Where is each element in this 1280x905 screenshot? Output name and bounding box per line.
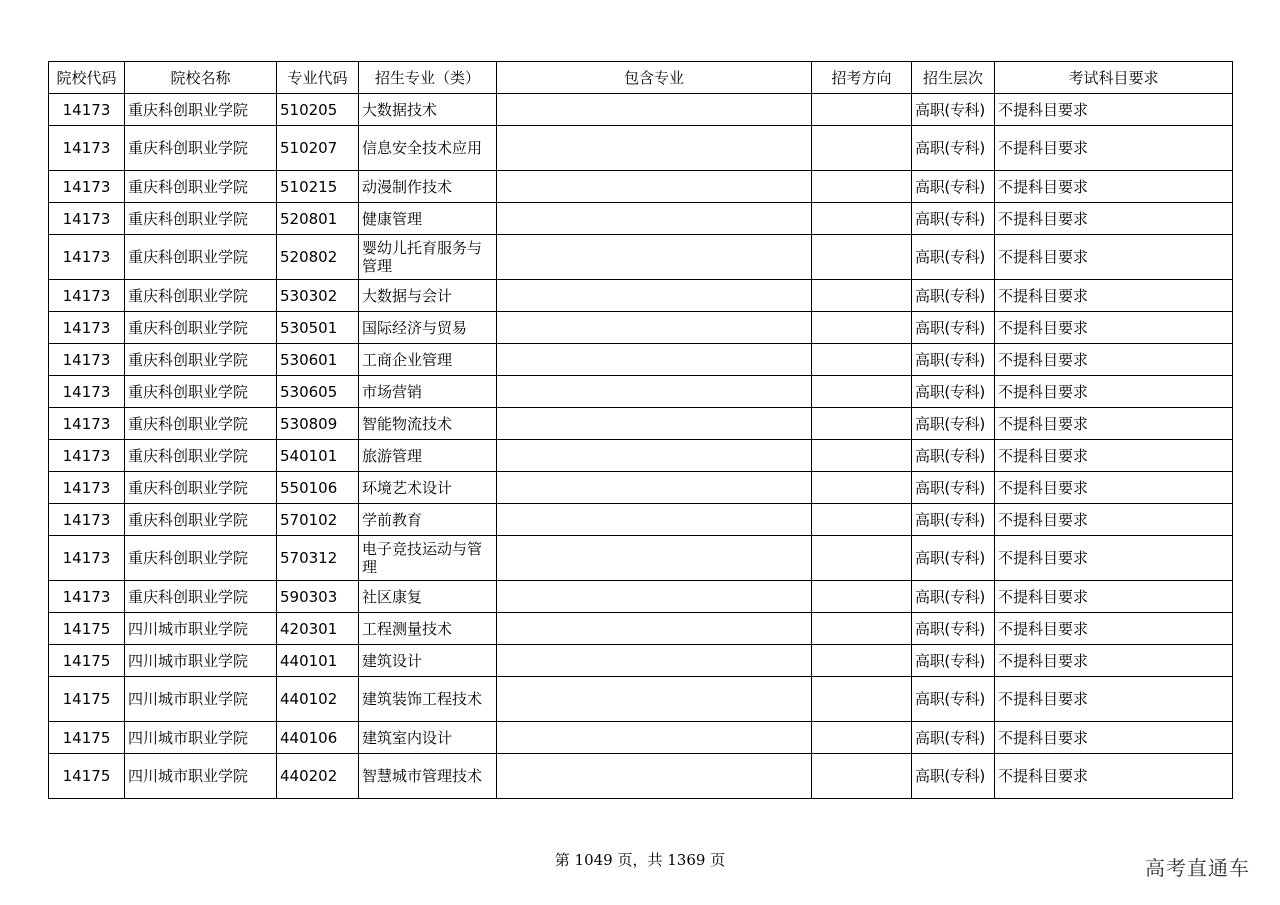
cell-school-name: 重庆科创职业学院 bbox=[125, 376, 277, 408]
cell-major-code: 590303 bbox=[277, 581, 359, 613]
cell-school-code: 14175 bbox=[49, 613, 125, 645]
table-row bbox=[49, 754, 1233, 799]
table-row bbox=[49, 613, 1233, 645]
cell-major: 智慧城市管理技术 bbox=[359, 754, 497, 799]
cell-school-name: 重庆科创职业学院 bbox=[125, 504, 277, 536]
cell-included-majors bbox=[497, 408, 812, 440]
table-row bbox=[49, 472, 1233, 504]
cell-direction bbox=[812, 536, 912, 581]
cell-direction bbox=[812, 472, 912, 504]
table-row bbox=[49, 312, 1233, 344]
cell-included-majors bbox=[497, 376, 812, 408]
cell-school-code: 14173 bbox=[49, 581, 125, 613]
cell-direction bbox=[812, 171, 912, 203]
watermark-text: 高考直通车 bbox=[1145, 856, 1250, 880]
cell-major: 建筑装饰工程技术 bbox=[359, 677, 497, 722]
cell-major: 学前教育 bbox=[359, 504, 497, 536]
cell-major-code: 530605 bbox=[277, 376, 359, 408]
cell-direction bbox=[812, 376, 912, 408]
table-row bbox=[49, 94, 1233, 126]
cell-level: 高职(专科) bbox=[912, 280, 995, 312]
cell-major-code: 570102 bbox=[277, 504, 359, 536]
cell-level: 高职(专科) bbox=[912, 536, 995, 581]
cell-subject-requirement: 不提科目要求 bbox=[995, 754, 1233, 799]
cell-school-name: 重庆科创职业学院 bbox=[125, 344, 277, 376]
cell-major-code: 420301 bbox=[277, 613, 359, 645]
cell-school-name: 四川城市职业学院 bbox=[125, 677, 277, 722]
cell-direction bbox=[812, 203, 912, 235]
cell-major: 健康管理 bbox=[359, 203, 497, 235]
cell-major: 信息安全技术应用 bbox=[359, 126, 497, 171]
header-included-majors: 包含专业 bbox=[497, 62, 812, 94]
cell-major: 工商企业管理 bbox=[359, 344, 497, 376]
cell-subject-requirement: 不提科目要求 bbox=[995, 645, 1233, 677]
cell-included-majors bbox=[497, 171, 812, 203]
cell-subject-requirement: 不提科目要求 bbox=[995, 312, 1233, 344]
cell-school-code: 14173 bbox=[49, 312, 125, 344]
cell-subject-requirement: 不提科目要求 bbox=[995, 440, 1233, 472]
cell-school-name: 重庆科创职业学院 bbox=[125, 235, 277, 280]
cell-included-majors bbox=[497, 344, 812, 376]
cell-direction bbox=[812, 126, 912, 171]
cell-included-majors bbox=[497, 126, 812, 171]
cell-major: 建筑设计 bbox=[359, 645, 497, 677]
cell-school-code: 14173 bbox=[49, 440, 125, 472]
cell-included-majors bbox=[497, 203, 812, 235]
cell-direction bbox=[812, 754, 912, 799]
cell-subject-requirement: 不提科目要求 bbox=[995, 504, 1233, 536]
cell-major-code: 530809 bbox=[277, 408, 359, 440]
cell-subject-requirement: 不提科目要求 bbox=[995, 94, 1233, 126]
cell-level: 高职(专科) bbox=[912, 440, 995, 472]
header-subject-requirement: 考试科目要求 bbox=[995, 62, 1233, 94]
cell-subject-requirement: 不提科目要求 bbox=[995, 203, 1233, 235]
cell-school-name: 重庆科创职业学院 bbox=[125, 280, 277, 312]
header-school-name: 院校名称 bbox=[125, 62, 277, 94]
cell-school-code: 14175 bbox=[49, 754, 125, 799]
cell-level: 高职(专科) bbox=[912, 171, 995, 203]
table-row bbox=[49, 408, 1233, 440]
cell-major: 社区康复 bbox=[359, 581, 497, 613]
cell-direction bbox=[812, 440, 912, 472]
cell-school-code: 14173 bbox=[49, 408, 125, 440]
cell-level: 高职(专科) bbox=[912, 376, 995, 408]
cell-major: 大数据与会计 bbox=[359, 280, 497, 312]
cell-school-code: 14173 bbox=[49, 472, 125, 504]
header-direction: 招考方向 bbox=[812, 62, 912, 94]
cell-major: 建筑室内设计 bbox=[359, 722, 497, 754]
cell-school-name: 重庆科创职业学院 bbox=[125, 581, 277, 613]
table-row bbox=[49, 126, 1233, 171]
cell-major: 电子竞技运动与管理 bbox=[359, 536, 497, 581]
cell-major-code: 530601 bbox=[277, 344, 359, 376]
cell-subject-requirement: 不提科目要求 bbox=[995, 376, 1233, 408]
cell-school-code: 14173 bbox=[49, 536, 125, 581]
cell-level: 高职(专科) bbox=[912, 645, 995, 677]
cell-school-name: 重庆科创职业学院 bbox=[125, 203, 277, 235]
cell-level: 高职(专科) bbox=[912, 722, 995, 754]
cell-direction bbox=[812, 280, 912, 312]
cell-major-code: 440106 bbox=[277, 722, 359, 754]
cell-included-majors bbox=[497, 722, 812, 754]
cell-included-majors bbox=[497, 312, 812, 344]
table-row bbox=[49, 235, 1233, 280]
cell-subject-requirement: 不提科目要求 bbox=[995, 581, 1233, 613]
cell-direction bbox=[812, 235, 912, 280]
cell-included-majors bbox=[497, 645, 812, 677]
cell-school-name: 重庆科创职业学院 bbox=[125, 472, 277, 504]
cell-direction bbox=[812, 645, 912, 677]
table-row bbox=[49, 203, 1233, 235]
cell-included-majors bbox=[497, 613, 812, 645]
cell-school-code: 14173 bbox=[49, 126, 125, 171]
cell-direction bbox=[812, 581, 912, 613]
cell-school-code: 14173 bbox=[49, 235, 125, 280]
table-row bbox=[49, 344, 1233, 376]
cell-major: 市场营销 bbox=[359, 376, 497, 408]
table-row bbox=[49, 536, 1233, 581]
cell-direction bbox=[812, 344, 912, 376]
cell-school-name: 重庆科创职业学院 bbox=[125, 440, 277, 472]
cell-major-code: 510215 bbox=[277, 171, 359, 203]
cell-direction bbox=[812, 94, 912, 126]
cell-school-name: 四川城市职业学院 bbox=[125, 613, 277, 645]
cell-level: 高职(专科) bbox=[912, 126, 995, 171]
cell-major: 旅游管理 bbox=[359, 440, 497, 472]
cell-school-code: 14173 bbox=[49, 376, 125, 408]
cell-school-code: 14173 bbox=[49, 504, 125, 536]
cell-included-majors bbox=[497, 280, 812, 312]
cell-major-code: 510205 bbox=[277, 94, 359, 126]
cell-direction bbox=[812, 312, 912, 344]
cell-major: 国际经济与贸易 bbox=[359, 312, 497, 344]
cell-major-code: 440101 bbox=[277, 645, 359, 677]
cell-level: 高职(专科) bbox=[912, 408, 995, 440]
cell-subject-requirement: 不提科目要求 bbox=[995, 472, 1233, 504]
cell-subject-requirement: 不提科目要求 bbox=[995, 677, 1233, 722]
cell-level: 高职(专科) bbox=[912, 312, 995, 344]
cell-major-code: 510207 bbox=[277, 126, 359, 171]
cell-major: 环境艺术设计 bbox=[359, 472, 497, 504]
cell-major-code: 440202 bbox=[277, 754, 359, 799]
cell-subject-requirement: 不提科目要求 bbox=[995, 280, 1233, 312]
cell-school-name: 重庆科创职业学院 bbox=[125, 171, 277, 203]
cell-included-majors bbox=[497, 504, 812, 536]
cell-major-code: 570312 bbox=[277, 536, 359, 581]
table-row bbox=[49, 581, 1233, 613]
cell-subject-requirement: 不提科目要求 bbox=[995, 235, 1233, 280]
table-row bbox=[49, 280, 1233, 312]
cell-school-name: 四川城市职业学院 bbox=[125, 645, 277, 677]
cell-major-code: 520802 bbox=[277, 235, 359, 280]
table-row bbox=[49, 171, 1233, 203]
cell-level: 高职(专科) bbox=[912, 754, 995, 799]
cell-included-majors bbox=[497, 754, 812, 799]
table-row bbox=[49, 722, 1233, 754]
cell-school-name: 重庆科创职业学院 bbox=[125, 126, 277, 171]
cell-school-name: 四川城市职业学院 bbox=[125, 754, 277, 799]
cell-subject-requirement: 不提科目要求 bbox=[995, 722, 1233, 754]
cell-level: 高职(专科) bbox=[912, 613, 995, 645]
cell-school-name: 重庆科创职业学院 bbox=[125, 312, 277, 344]
cell-major-code: 550106 bbox=[277, 472, 359, 504]
table-row bbox=[49, 504, 1233, 536]
cell-included-majors bbox=[497, 677, 812, 722]
cell-included-majors bbox=[497, 536, 812, 581]
cell-school-code: 14173 bbox=[49, 171, 125, 203]
cell-major: 动漫制作技术 bbox=[359, 171, 497, 203]
cell-school-name: 重庆科创职业学院 bbox=[125, 94, 277, 126]
header-major: 招生专业（类） bbox=[359, 62, 497, 94]
table-row bbox=[49, 376, 1233, 408]
cell-school-code: 14173 bbox=[49, 94, 125, 126]
cell-school-code: 14173 bbox=[49, 203, 125, 235]
page-number-footer: 第 1049 页，共 1369 页 bbox=[554, 851, 726, 869]
cell-school-code: 14175 bbox=[49, 677, 125, 722]
cell-level: 高职(专科) bbox=[912, 581, 995, 613]
admissions-table bbox=[48, 61, 1233, 799]
header-school-code: 院校代码 bbox=[49, 62, 125, 94]
cell-direction bbox=[812, 677, 912, 722]
table-row bbox=[49, 645, 1233, 677]
cell-major: 婴幼儿托育服务与管理 bbox=[359, 235, 497, 280]
cell-subject-requirement: 不提科目要求 bbox=[995, 613, 1233, 645]
cell-major: 智能物流技术 bbox=[359, 408, 497, 440]
cell-level: 高职(专科) bbox=[912, 235, 995, 280]
cell-school-code: 14173 bbox=[49, 280, 125, 312]
cell-level: 高职(专科) bbox=[912, 203, 995, 235]
cell-school-code: 14175 bbox=[49, 722, 125, 754]
cell-level: 高职(专科) bbox=[912, 472, 995, 504]
cell-school-code: 14175 bbox=[49, 645, 125, 677]
cell-subject-requirement: 不提科目要求 bbox=[995, 171, 1233, 203]
table-row bbox=[49, 440, 1233, 472]
cell-level: 高职(专科) bbox=[912, 504, 995, 536]
cell-subject-requirement: 不提科目要求 bbox=[995, 344, 1233, 376]
cell-direction bbox=[812, 504, 912, 536]
cell-included-majors bbox=[497, 94, 812, 126]
cell-major-code: 530501 bbox=[277, 312, 359, 344]
cell-direction bbox=[812, 613, 912, 645]
cell-level: 高职(专科) bbox=[912, 677, 995, 722]
cell-level: 高职(专科) bbox=[912, 344, 995, 376]
table-header-row bbox=[49, 62, 1233, 94]
cell-level: 高职(专科) bbox=[912, 94, 995, 126]
table-row bbox=[49, 677, 1233, 722]
cell-subject-requirement: 不提科目要求 bbox=[995, 408, 1233, 440]
header-major-code: 专业代码 bbox=[277, 62, 359, 94]
cell-major: 工程测量技术 bbox=[359, 613, 497, 645]
cell-major: 大数据技术 bbox=[359, 94, 497, 126]
header-level: 招生层次 bbox=[912, 62, 995, 94]
cell-direction bbox=[812, 408, 912, 440]
cell-subject-requirement: 不提科目要求 bbox=[995, 126, 1233, 171]
cell-included-majors bbox=[497, 235, 812, 280]
cell-included-majors bbox=[497, 472, 812, 504]
cell-school-name: 四川城市职业学院 bbox=[125, 722, 277, 754]
cell-direction bbox=[812, 722, 912, 754]
cell-major-code: 520801 bbox=[277, 203, 359, 235]
cell-school-name: 重庆科创职业学院 bbox=[125, 408, 277, 440]
cell-major-code: 530302 bbox=[277, 280, 359, 312]
cell-included-majors bbox=[497, 440, 812, 472]
cell-included-majors bbox=[497, 581, 812, 613]
cell-major-code: 540101 bbox=[277, 440, 359, 472]
cell-major-code: 440102 bbox=[277, 677, 359, 722]
cell-school-name: 重庆科创职业学院 bbox=[125, 536, 277, 581]
cell-subject-requirement: 不提科目要求 bbox=[995, 536, 1233, 581]
cell-school-code: 14173 bbox=[49, 344, 125, 376]
